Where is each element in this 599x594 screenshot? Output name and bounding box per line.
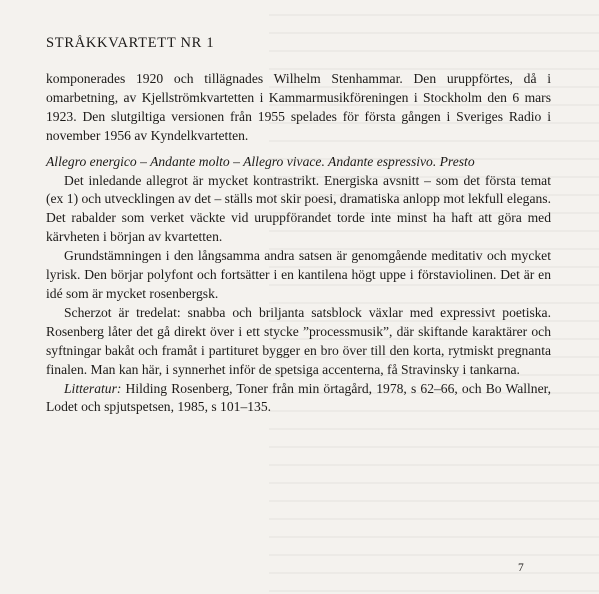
movement-titles: Allegro energico – Andante molto – Allegro vivace. Andante espressivo. Presto bbox=[46, 153, 475, 169]
literature-text: Hilding Rosenberg, Toner från min örtagård, 1978, s 62–66, och Bo Wallner, Lodet och spjutspetsen, 1985, s 101–135. bbox=[46, 380, 551, 415]
paragraph-literature bbox=[46, 380, 551, 418]
paragraph-second-movement: Grundstämningen i den långsamma andra satsen är genomgående meditativ och mycket lyrisk. Den börjar polyfont och fortsätter i en kantilena högt uppe i förstaviolinen. Det är en idé som är mycket rosenbergsk. bbox=[46, 248, 551, 301]
literature-label: Litteratur: bbox=[64, 380, 122, 396]
paragraph-scherzo: Scherzot är tredelat: snabba och briljanta satsblock växlar med expressivt poetiska. Rosenberg låter det gå direkt över i ett stycke ”processmusik”, där skiftande karaktärer och syftningar bakåt och framåt i partituret bygger en bro över till den korta, rytmiskt pregnanta finalen. Man kan här, i synnerhet inför de spetsiga accenterna, få Stravinsky i tankarna. bbox=[46, 304, 551, 377]
body-text bbox=[46, 70, 551, 417]
page-header: STRÅKKVARTETT NR 1 bbox=[46, 35, 215, 51]
page-number: 7 bbox=[518, 562, 524, 574]
paragraph-first-movement: Det inledande allegrot är mycket kontrastrikt. Energiska avsnitt – som det första temat (ex 1) och utvecklingen av det – ställs mot skir poesi, dramatiska anlopp mot lekfull elegans. Det rabalder som verket väckte vid uruppförandet torde inte minst ha haft att göra med kärvheten i början av kvartetten. bbox=[46, 172, 551, 245]
paragraph-history: komponerades 1920 och tillägnades Wilhelm Stenhammar. Den uruppförtes, då i omarbetning, av Kjellströmkvartetten i Kammarmusikföreningen i Stockholm den 6 mars 1923. Den slutgiltiga versionen från 1955 spelades för första gången i Sveriges Radio i november 1956 av Kyndelkvartetten. bbox=[46, 71, 551, 143]
